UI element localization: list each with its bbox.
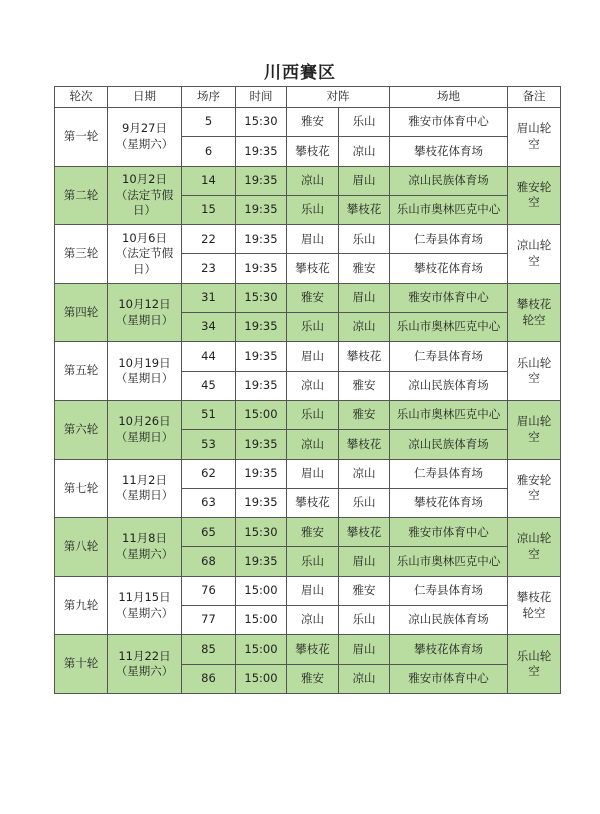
home-team-cell: 雅安 — [287, 108, 339, 137]
match-no-cell: 85 — [182, 635, 236, 664]
venue-cell: 雅安市体育中心 — [390, 518, 508, 547]
note-cell: 眉山轮空 — [508, 108, 561, 167]
table-row — [55, 459, 561, 488]
date-text: 10月2日 — [122, 172, 167, 187]
round-cell: 第五轮 — [55, 342, 108, 401]
date-text: 11月15日 — [118, 590, 171, 605]
header-time: 时间 — [236, 87, 287, 108]
time-cell: 15:00 — [236, 606, 287, 635]
match-no-cell: 15 — [182, 195, 236, 224]
home-team-cell: 眉山 — [287, 342, 339, 371]
header-match-no: 场序 — [182, 87, 236, 108]
match-no-cell: 53 — [182, 430, 236, 459]
home-team-cell: 攀枝花 — [287, 635, 339, 664]
match-no-cell: 68 — [182, 547, 236, 576]
time-cell: 19:35 — [236, 166, 287, 195]
venue-cell: 仁寿县体育场 — [390, 459, 508, 488]
match-no-cell: 65 — [182, 518, 236, 547]
round-cell: 第七轮 — [55, 459, 108, 518]
home-team-cell: 雅安 — [287, 664, 339, 693]
away-team-cell: 乐山 — [339, 488, 390, 517]
date-cell — [108, 166, 182, 225]
time-cell: 19:35 — [236, 313, 287, 342]
venue-cell: 雅安市体育中心 — [390, 108, 508, 137]
away-team-cell: 攀枝花 — [339, 195, 390, 224]
weekday-text: （星期日） — [115, 488, 174, 503]
venue-cell: 乐山市奥林匹克中心 — [390, 547, 508, 576]
page-title: 川西賽区 — [264, 63, 336, 83]
weekday-text: （星期六） — [115, 136, 174, 151]
away-team-cell: 雅安 — [339, 371, 390, 400]
venue-cell: 仁寿县体育场 — [390, 342, 508, 371]
note-cell: 攀枝花轮空 — [508, 283, 561, 342]
home-team-cell: 凉山 — [287, 430, 339, 459]
match-no-cell: 51 — [182, 400, 236, 429]
date-text: 10月12日 — [118, 297, 171, 312]
time-cell: 15:00 — [236, 664, 287, 693]
home-team-cell: 眉山 — [287, 459, 339, 488]
round-cell: 第六轮 — [55, 400, 108, 459]
note-cell: 凉山轮空 — [508, 518, 561, 577]
header-note: 备注 — [508, 87, 561, 108]
home-team-cell: 眉山 — [287, 576, 339, 605]
time-cell: 19:35 — [236, 137, 287, 166]
match-no-cell: 44 — [182, 342, 236, 371]
away-team-cell: 乐山 — [339, 108, 390, 137]
home-team-cell: 凉山 — [287, 606, 339, 635]
date-text: 10月19日 — [118, 355, 171, 370]
venue-cell: 凉山民族体育场 — [390, 166, 508, 195]
away-team-cell: 凉山 — [339, 664, 390, 693]
home-team-cell: 乐山 — [287, 400, 339, 429]
date-text: 11月2日 — [122, 472, 167, 487]
time-cell: 19:35 — [236, 342, 287, 371]
away-team-cell: 攀枝花 — [339, 342, 390, 371]
date-cell — [108, 518, 182, 577]
table-row — [55, 225, 561, 254]
match-no-cell: 5 — [182, 108, 236, 137]
away-team-cell: 攀枝花 — [339, 518, 390, 547]
match-no-cell: 45 — [182, 371, 236, 400]
time-cell: 15:30 — [236, 108, 287, 137]
home-team-cell: 乐山 — [287, 547, 339, 576]
home-team-cell: 攀枝花 — [287, 254, 339, 283]
round-cell: 第九轮 — [55, 576, 108, 635]
note-cell: 雅安轮空 — [508, 166, 561, 225]
header-row — [55, 87, 561, 108]
table-row — [55, 400, 561, 429]
match-no-cell: 62 — [182, 459, 236, 488]
schedule-table — [54, 86, 561, 694]
match-no-cell: 14 — [182, 166, 236, 195]
match-no-cell: 23 — [182, 254, 236, 283]
time-cell: 19:35 — [236, 254, 287, 283]
match-no-cell: 31 — [182, 283, 236, 312]
home-team-cell: 乐山 — [287, 195, 339, 224]
home-team-cell: 攀枝花 — [287, 488, 339, 517]
header-fixture: 对阵 — [287, 87, 390, 108]
round-cell: 第四轮 — [55, 283, 108, 342]
table-row — [55, 518, 561, 547]
table-row — [55, 576, 561, 605]
match-no-cell: 6 — [182, 137, 236, 166]
match-no-cell: 22 — [182, 225, 236, 254]
away-team-cell: 眉山 — [339, 283, 390, 312]
table-row — [55, 166, 561, 195]
away-team-cell: 雅安 — [339, 400, 390, 429]
away-team-cell: 乐山 — [339, 606, 390, 635]
table-row — [55, 108, 561, 137]
match-no-cell: 63 — [182, 488, 236, 517]
date-cell — [108, 459, 182, 518]
time-cell: 19:35 — [236, 488, 287, 517]
round-cell: 第二轮 — [55, 166, 108, 225]
weekday-text: （星期日） — [115, 429, 174, 444]
weekday-text: （星期六） — [115, 546, 174, 561]
home-team-cell: 攀枝花 — [287, 137, 339, 166]
away-team-cell: 凉山 — [339, 137, 390, 166]
away-team-cell: 雅安 — [339, 576, 390, 605]
match-no-cell: 86 — [182, 664, 236, 693]
weekday-text: （星期六） — [115, 605, 174, 620]
match-no-cell: 34 — [182, 313, 236, 342]
table-row — [55, 283, 561, 312]
venue-cell: 攀枝花体育场 — [390, 488, 508, 517]
away-team-cell: 雅安 — [339, 254, 390, 283]
date-cell — [108, 342, 182, 401]
weekday-text: （星期日） — [115, 312, 174, 327]
weekday-text: （法定节假日） — [115, 246, 174, 276]
time-cell: 19:35 — [236, 195, 287, 224]
away-team-cell: 眉山 — [339, 635, 390, 664]
date-cell — [108, 283, 182, 342]
header-round: 轮次 — [55, 87, 108, 108]
venue-cell: 雅安市体育中心 — [390, 664, 508, 693]
note-cell: 攀枝花轮空 — [508, 576, 561, 635]
match-no-cell: 76 — [182, 576, 236, 605]
venue-cell: 乐山市奥林匹克中心 — [390, 313, 508, 342]
venue-cell: 仁寿县体育场 — [390, 225, 508, 254]
round-cell: 第三轮 — [55, 225, 108, 284]
home-team-cell: 乐山 — [287, 313, 339, 342]
time-cell: 15:30 — [236, 518, 287, 547]
date-cell — [108, 225, 182, 284]
date-cell — [108, 576, 182, 635]
time-cell: 19:35 — [236, 225, 287, 254]
away-team-cell: 眉山 — [339, 547, 390, 576]
venue-cell: 乐山市奥林匹克中心 — [390, 400, 508, 429]
away-team-cell: 凉山 — [339, 459, 390, 488]
time-cell: 19:35 — [236, 371, 287, 400]
schedule-body — [55, 108, 561, 694]
note-cell: 眉山轮空 — [508, 400, 561, 459]
round-cell: 第十轮 — [55, 635, 108, 694]
match-no-cell: 77 — [182, 606, 236, 635]
date-text: 9月27日 — [122, 121, 167, 136]
table-row — [55, 635, 561, 664]
time-cell: 19:35 — [236, 459, 287, 488]
time-cell: 19:35 — [236, 547, 287, 576]
time-cell: 15:30 — [236, 283, 287, 312]
venue-cell: 仁寿县体育场 — [390, 576, 508, 605]
date-cell — [108, 108, 182, 167]
venue-cell: 攀枝花体育场 — [390, 137, 508, 166]
note-cell: 凉山轮空 — [508, 225, 561, 284]
time-cell: 15:00 — [236, 576, 287, 605]
table-row — [55, 342, 561, 371]
round-cell: 第一轮 — [55, 108, 108, 167]
away-team-cell: 乐山 — [339, 225, 390, 254]
home-team-cell: 眉山 — [287, 225, 339, 254]
date-cell — [108, 400, 182, 459]
note-cell: 乐山轮空 — [508, 342, 561, 401]
venue-cell: 凉山民族体育场 — [390, 430, 508, 459]
venue-cell: 乐山市奥林匹克中心 — [390, 195, 508, 224]
home-team-cell: 雅安 — [287, 518, 339, 547]
venue-cell: 雅安市体育中心 — [390, 283, 508, 312]
away-team-cell: 眉山 — [339, 166, 390, 195]
time-cell: 15:00 — [236, 635, 287, 664]
venue-cell: 攀枝花体育场 — [390, 635, 508, 664]
home-team-cell: 凉山 — [287, 371, 339, 400]
weekday-text: （星期六） — [115, 664, 174, 679]
venue-cell: 凉山民族体育场 — [390, 606, 508, 635]
away-team-cell: 凉山 — [339, 313, 390, 342]
time-cell: 15:00 — [236, 400, 287, 429]
note-cell: 乐山轮空 — [508, 635, 561, 694]
venue-cell: 凉山民族体育场 — [390, 371, 508, 400]
date-text: 10月26日 — [118, 414, 171, 429]
header-venue: 场地 — [390, 87, 508, 108]
date-cell — [108, 635, 182, 694]
home-team-cell: 雅安 — [287, 283, 339, 312]
round-cell: 第八轮 — [55, 518, 108, 577]
away-team-cell: 攀枝花 — [339, 430, 390, 459]
note-cell: 雅安轮空 — [508, 459, 561, 518]
venue-cell: 攀枝花体育场 — [390, 254, 508, 283]
date-text: 10月6日 — [122, 230, 167, 245]
date-text: 11月8日 — [122, 531, 167, 546]
weekday-text: （法定节假日） — [115, 187, 174, 218]
header-date: 日期 — [108, 87, 182, 108]
time-cell: 19:35 — [236, 430, 287, 459]
date-text: 11月22日 — [118, 648, 171, 663]
weekday-text: （星期日） — [115, 371, 174, 386]
home-team-cell: 凉山 — [287, 166, 339, 195]
